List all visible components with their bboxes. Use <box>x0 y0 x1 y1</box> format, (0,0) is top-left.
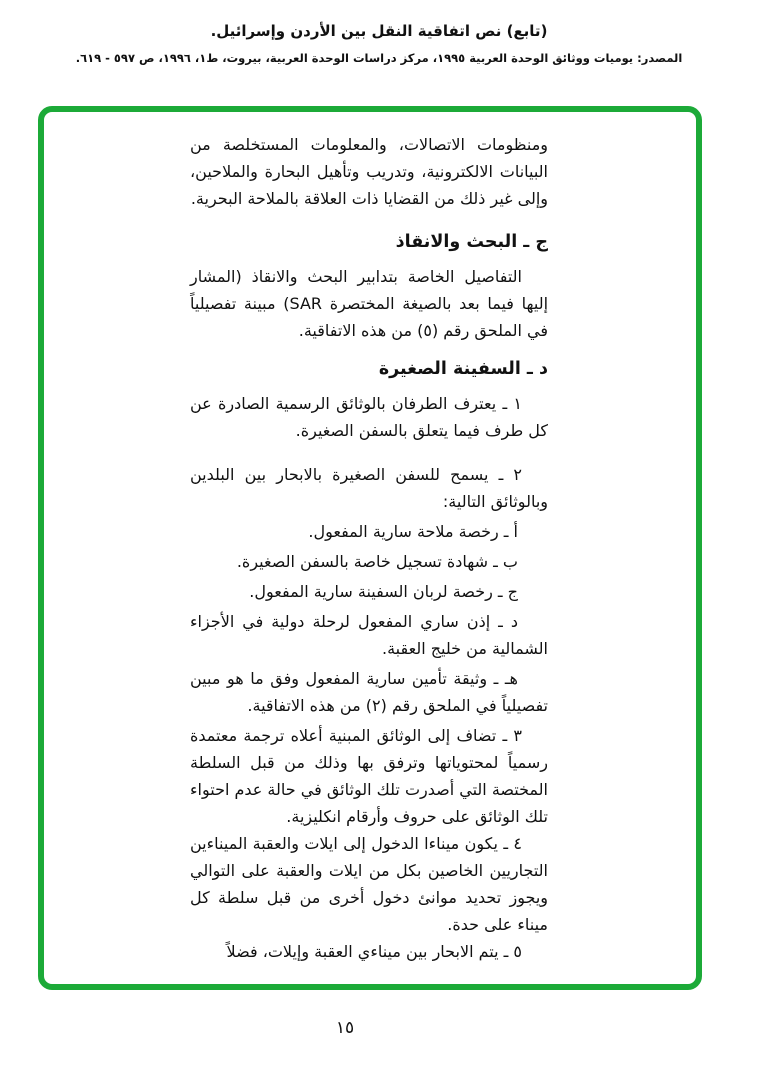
clause-5-sailing-between-ports: ٥ ـ يتم الابحار بين ميناءي العقبة وإيلات، فضلاً <box>226 942 522 961</box>
page-header <box>0 22 758 65</box>
document-body <box>44 112 708 996</box>
document-title-line: (تابع) نص اتفاقية النقل بين الأردن وإسرائيل. <box>210 22 548 40</box>
clause-3-certified-translation: ٣ ـ تضاف إلى الوثائق المبنية أعلاه ترجمة معتمدة رسمياً لمحتوياتها وترفق بها وذلك من قبل السلطة المختصة التي أصدرت تلك الوثائق في حالة عدم احتواء تلك الوثائق على حروف وأرقام انكليزية. <box>190 726 548 826</box>
subitem-d-international-permit: د ـ إذن ساري المفعول لرحلة دولية في الأجزاء الشمالية من خليج العقبة. <box>190 612 548 658</box>
clause-4-entry-ports: ٤ ـ يكون ميناءا الدخول إلى ايلات والعقبة الميناءين التجاريين الخاصين بكل من ايلات والعقبة على التوالي ويجوز تحديد موانئ دخول أخرى من قبل سلطة كل ميناء على حدة. <box>190 834 548 934</box>
subitem-e-insurance-document: هـ ـ وثيقة تأمين سارية المفعول وفق ما هو مبين تفصيلياً في الملحق رقم (٢) من هذه الاتفاقية. <box>190 669 548 715</box>
paragraph-sar-details: التفاصيل الخاصة بتدابير البحث والانقاذ (المشار إليها فيما بعد بالصيغة المختصرة SAR) مبينة تفصيلياً في الملحق رقم (٥) من هذه الاتفاقية. <box>190 267 549 340</box>
section-heading-small-vessel: د ـ السفينة الصغيرة <box>378 359 548 379</box>
document-source-line: المصدر: يوميات ووثائق الوحدة العربية ١٩٩٥، مركز دراسات الوحدة العربية، بيروت، ط١، ١٩٩٦، ص ٥٩٧ - ٦١٩. <box>75 51 683 65</box>
paragraph-maritime-topics: ومنظومات الاتصالات، والمعلومات المستخلصة من البيانات الالكترونية، وتدريب وتأهيل البحارة والملاحين، وإلى غير ذلك من القضايا ذات العلاقة بالملاحة البحرية. <box>190 135 548 208</box>
subitem-a-navigation-license: أ ـ رخصة ملاحة سارية المفعول. <box>308 522 518 541</box>
clause-2-sailing-documents: ٢ ـ يسمح للسفن الصغيرة بالابحار بين البلدين وبالوثائق التالية: <box>190 465 548 511</box>
page-number: ١٥ <box>335 1018 355 1038</box>
section-heading-search-rescue: ج ـ البحث والانقاذ <box>395 232 548 252</box>
clause-1-recognition: ١ ـ يعترف الطرفان بالوثائق الرسمية الصادرة عن كل طرف فيما يتعلق بالسفن الصغيرة. <box>190 394 548 440</box>
subitem-b-registration-cert: ب ـ شهادة تسجيل خاصة بالسفن الصغيرة. <box>236 552 518 571</box>
subitem-c-captain-license: ج ـ رخصة لربان السفينة سارية المفعول. <box>249 582 518 601</box>
